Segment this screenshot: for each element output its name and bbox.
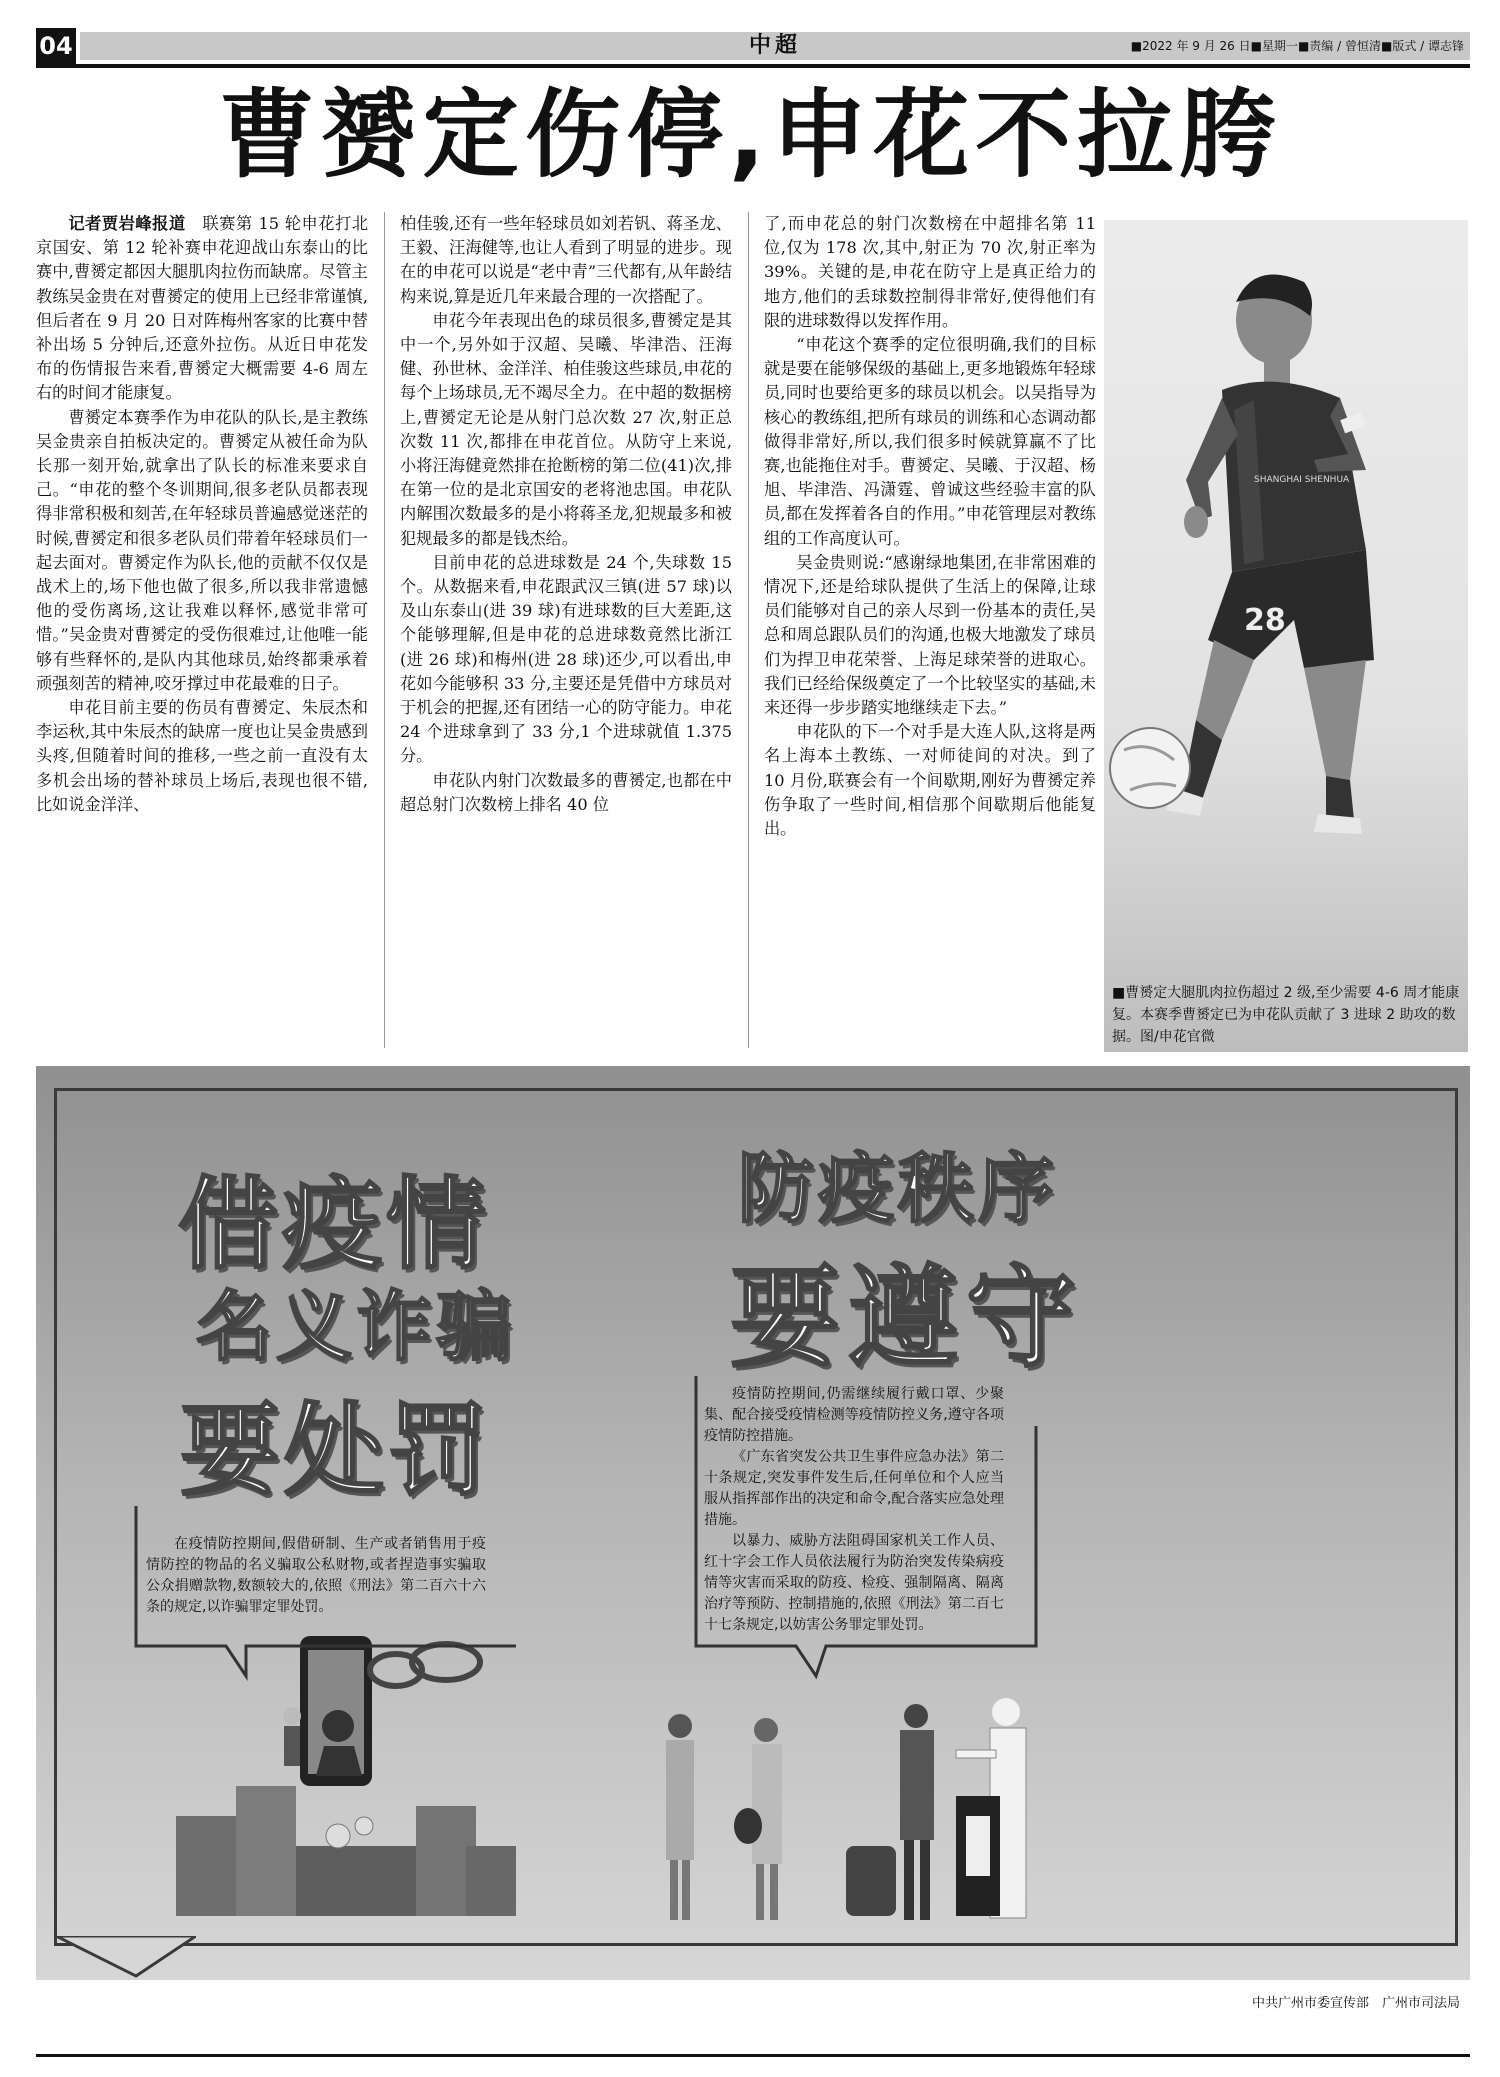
jersey-number: 28 xyxy=(1244,603,1286,638)
article-body xyxy=(36,212,1096,1052)
victim-icon xyxy=(283,1707,301,1725)
left-title-line-3: 要处罚 xyxy=(180,1392,492,1509)
article-paragraph: 了,而申花总的射门次数榜在中超排名第 11 位,仅为 178 次,其中,射正为 70 次,射正率为 39%。关键的是,申花在防守上是真正给力的地方,他们的丢球数控制得非常好,使得他们有限的进球数得以发挥作用。 xyxy=(764,214,1096,330)
football-player-illustration xyxy=(1104,220,1468,840)
left-speech-bubble xyxy=(116,1496,536,1696)
page-header xyxy=(36,28,1470,68)
epidemic-queue-illustration xyxy=(656,1696,1076,1936)
article-paragraph: 申花目前主要的伤员有曹赟定、朱辰杰和李运秋,其中朱辰杰的缺席一度也让吴金贵感到头疼,但随着时间的推移,一些之前一直没有太多机会出场的替补球员上场后,表现也很不错,比如说金洋洋、 xyxy=(36,698,368,814)
person-icon xyxy=(754,1718,778,1742)
article-column-3 xyxy=(764,212,1096,1052)
column-divider xyxy=(748,212,749,1048)
left-title-line-2: 名义诈骗 xyxy=(196,1282,516,1371)
legal-paragraph: 以暴力、威胁方法阻碍国家机关工作人员、红十字会工作人员依法履行为防治突发传染病疫情等灾害而采取的防疫、检疫、强制隔离、隔离治疗等预防、控制措施的,依照《刑法》第二百七十七条规定,以妨害公务罪定罪处罚。 xyxy=(704,1533,1004,1633)
issue-meta: ■2022 年 9 月 26 日■星期一■责编 / 曾恒清■版式 / 谭志锋 xyxy=(1130,39,1464,53)
article-paragraph: 目前申花的总进球数是 24 个,失球数 15 个。从数据来看,申花跟武汉三镇(进 57 球)以及山东泰山(进 39 球)有进球数的巨大差距,这个能够理解,但是申花的总进球数竟然比浙江(进 26 球)和梅州(进 28 球)还少,可以看出,申花如今能够积 33 分,主要还是凭借中方球员对于机会的把握,还有团结一心的防守能力。申花 24 个进球拿到了 33 分,1 个进球就值 1.375 分。 xyxy=(400,552,732,766)
article-paragraph: 柏佳骏,还有一些年轻球员如刘若钒、蒋圣龙、王毅、汪海健等,也让人看到了明显的进步。现在的申花可以说是“老中青”三代都有,从年龄结构来说,算是近几年来最合理的一次搭配了。 xyxy=(400,214,732,306)
byline: 记者贾岩峰报道 xyxy=(68,214,186,233)
shirt-sponsor-text: SHANGHAI SHENHUA xyxy=(1254,475,1350,485)
person-icon xyxy=(904,1704,928,1728)
photo-caption: ■曹赟定大腿肌肉拉伤超过 2 级,至少需要 4-6 周才能康复。本赛季曹赟定已为申花队贡献了 3 进球 2 助攻的数据。图/申花官微 xyxy=(1112,985,1460,1045)
public-service-ad xyxy=(36,1066,1470,1980)
article-paragraph: 申花队的下一个对手是大连人队,这将是两名上海本土教练、一对师徒间的对决。到了 10 月份,联赛会有一个间歇期,刚好为曹赟定养伤争取了一些时间,相信那个间歇期后他能复出。 xyxy=(764,722,1096,839)
luggage-icon xyxy=(846,1846,896,1916)
bottom-rule xyxy=(36,2054,1470,2057)
article-paragraph: 申花队内射门次数最多的曹赟定,也都在中超总射门次数榜上排名 40 位 xyxy=(400,770,732,814)
article-paragraph xyxy=(36,212,368,406)
article-column-2 xyxy=(400,212,732,1052)
article-paragraph: 吴金贵则说:“感谢绿地集团,在非常困难的情况下,还是给球队提供了生活上的保障,让球员们能够对自己的亲人尽到一份基本的责任,吴总和周总跟队员们的沟通,也极大地激发了球员们为捍卫申花荣誉、上海足球荣誉的进取心。我们已经给保级奠定了一个比较坚实的基础,未来还得一步步踏实地继续走下去。” xyxy=(764,552,1096,718)
headline: 曹赟定伤停,申花不拉胯 xyxy=(218,79,1282,191)
legal-paragraph: 在疫情防控期间,假借研制、生产或者销售用于疫情防控的物品的名义骗取公私财物,或者捏造事实骗取公众捐赠款物,数额较大的,依照《刑法》第二百六十六条的规定,以诈骗罪定罪处罚。 xyxy=(146,1536,486,1615)
section-name: 中超 xyxy=(748,33,801,58)
article-paragraph: “申花这个赛季的定位很明确,我们的目标就是要在能够保级的基础上,更多地锻炼年轻球员,同时也要给更多的球员以机会。以吴指导为核心的教练组,把所有球员的训练和心态调动都做得非常好,所以,我们很多时候就算赢不了比赛,也能拖住对手。曹赟定、吴曦、于汉超、杨旭、毕津浩、冯潇霆、曾诚这些经验丰富的队员,都在发挥着各自的作用。”申花管理层对教练组的工作高度认可。 xyxy=(764,335,1096,548)
scammer-icon xyxy=(322,1710,354,1742)
ad-credit: 中共广州市委宣传部 广州市司法局 xyxy=(1251,1996,1460,2011)
player-photo xyxy=(1104,220,1468,1052)
column-divider xyxy=(384,212,385,1048)
section-bar xyxy=(80,32,1470,60)
football-icon xyxy=(1110,728,1190,808)
health-worker-icon xyxy=(992,1698,1020,1726)
frame-tail xyxy=(56,1936,196,1980)
right-title-line-1: 防疫秩序 xyxy=(738,1144,1058,1233)
right-title-line-2: 要遵守 xyxy=(730,1254,1084,1382)
page-number: 04 xyxy=(36,28,76,64)
right-speech-bubble xyxy=(676,1366,1076,1686)
legal-paragraph: 《广东省突发公共卫生事件应急办法》第二十条规定,突发事件发生后,任何单位和个人应当服从指挥部作出的决定和命令,配合落实应急处理措施。 xyxy=(704,1449,1004,1528)
article-paragraph: 申花今年表现出色的球员很多,曹赟定是其中一个,另外如于汉超、吴曦、毕津浩、汪海健、孙世林、金洋洋、柏佳骏这些球员,申花的每个上场球员,无不竭尽全力。在中超的数据榜上,曹赟定无论是从射门总次数 27 次,射正总次数 11 次,都排在申花首位。从防守上来说,小将汪海健竟然排在抢断榜的第二位(41)次,排在第一位的是北京国安的老将池忠国。申花队内解围次数最多的是小将蒋圣龙,犯规最多和被犯规最多的都是钱杰给。 xyxy=(400,310,732,548)
legal-paragraph: 疫情防控期间,仍需继续履行戴口罩、少聚集、配合接受疫情检测等疫情防控义务,遵守各项疫情防控措施。 xyxy=(704,1386,1004,1444)
left-title-line-1: 借疫情 xyxy=(178,1166,490,1283)
paragraph-text: 联赛第 15 轮申花打北京国安、第 12 轮补赛申花迎战山东泰山的比赛中,曹赟定都因大腿肌肉拉伤而缺席。尽管主教练吴金贵在对曹赟定的使用上已经非常谨慎,但后者在 9 月 20 日对阵梅州客家的比赛中替补出场 5 分钟后,还意外拉伤。从近日申花发布的伤情报告来看,曹赟定大概需要 4-6 周左右的时间才能康复。 xyxy=(36,214,368,403)
article-column-1 xyxy=(36,212,368,1052)
person-icon xyxy=(668,1714,692,1738)
article-paragraph: 曹赟定本赛季作为申花队的队长,是主教练吴金贵亲自拍板决定的。曹赟定从被任命为队长那一刻开始,就拿出了队长的标准来要求自己。“申花的整个冬训期间,很多老队员都表现得非常积极和刻苦,在年轻球员普遍感觉迷茫的时候,曹赟定和很多老队员们带着年轻球员们一起去面对。曹赟定作为队长,他的贡献不仅仅是战术上的,场下他也做了很多,所以我非常遗憾他的受伤离场,这让我难以释怀,感觉非常可惜。”吴金贵对曹赟定的受伤很难过,让他唯一能够有些释怀的,是队内其他球员,始终都秉承着顽强刻苦的精神,咬牙撑过申花最难的日子。 xyxy=(36,407,368,693)
